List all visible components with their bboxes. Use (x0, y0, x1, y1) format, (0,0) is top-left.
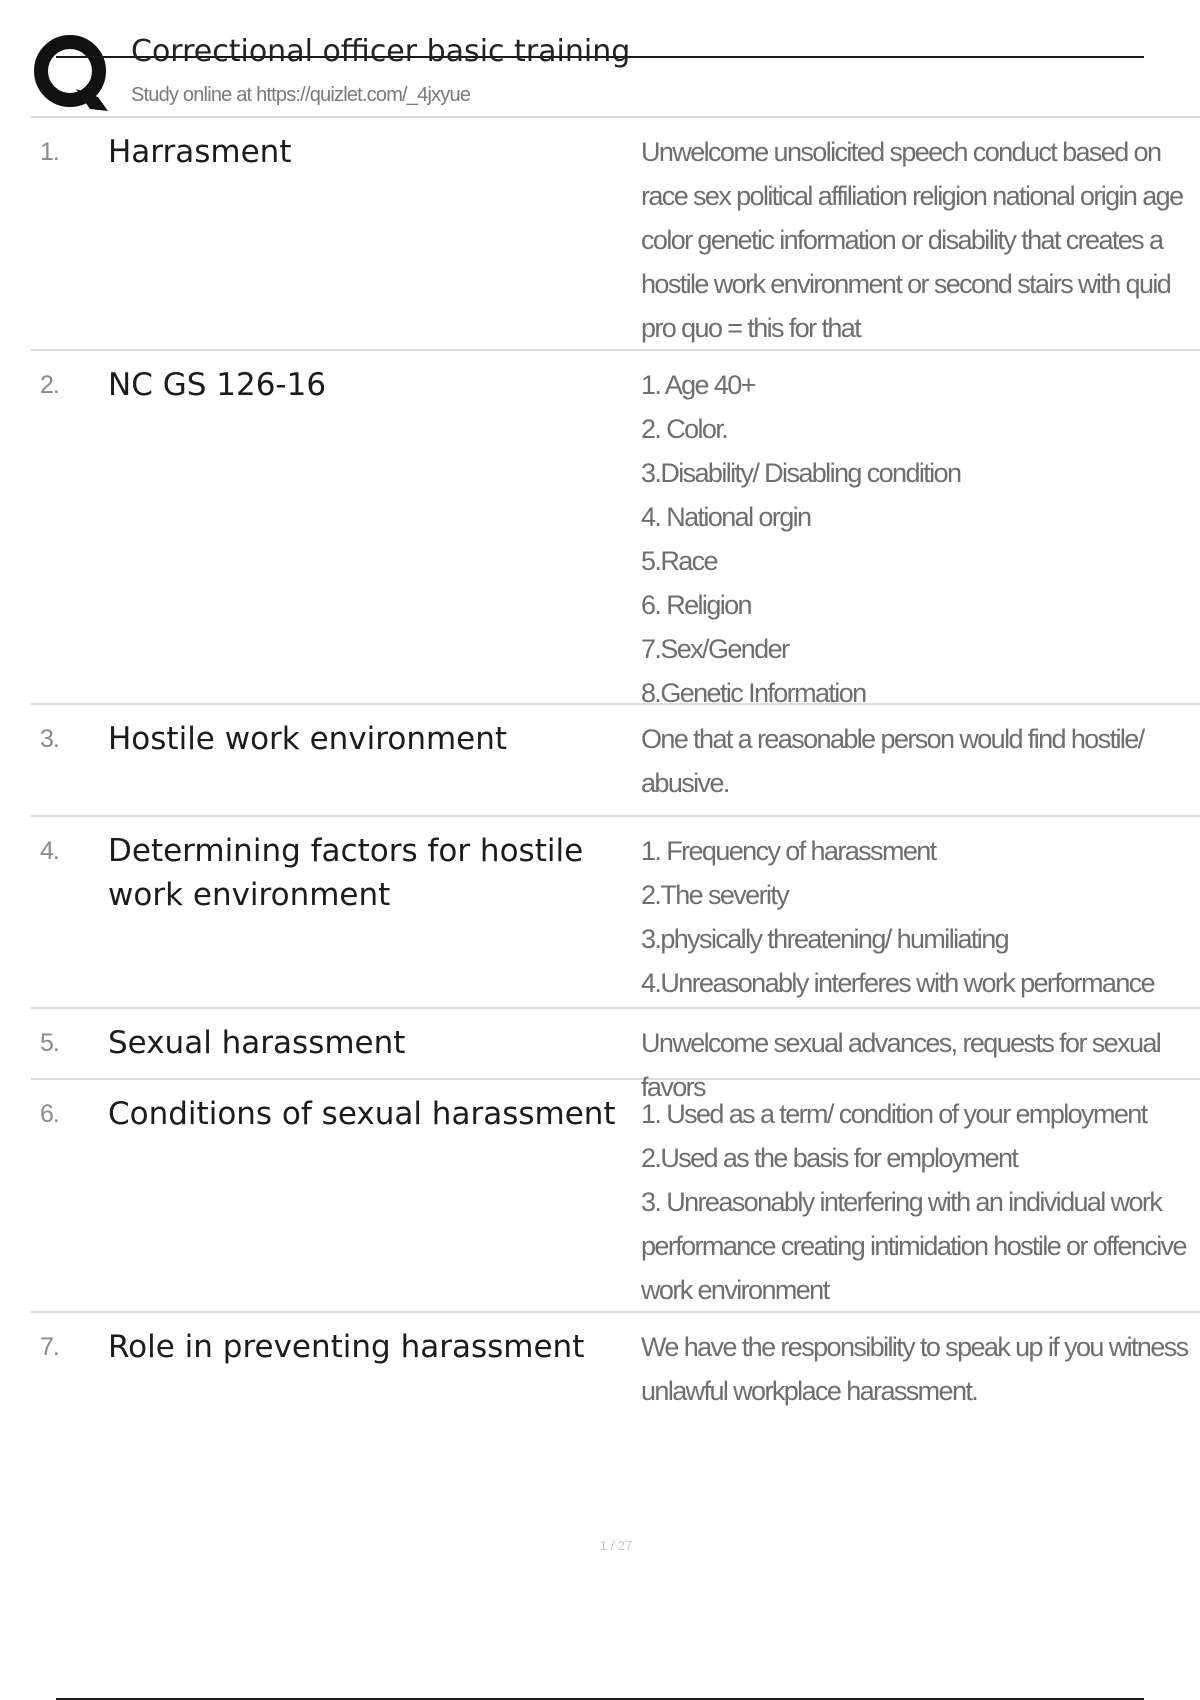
page-number: 1 / 27 (599, 1538, 633, 1553)
flashcard-row (31, 1080, 1200, 1313)
flashcard-row (31, 705, 1200, 817)
flashcard-row (31, 1009, 1200, 1102)
card-number: 4. (40, 837, 59, 865)
card-definition: 1. Used as a term/ condition of your employment 2.Used as the basis for employment 3. Unreasonably interfering with an individual work performance creating intimidation hostile or offencive work environment (641, 1099, 1186, 1305)
document-title: Correctional officer basic training (131, 34, 631, 69)
card-definition: One that a reasonable person would find hostile/ abusive. (641, 724, 1144, 798)
card-definition: 1. Frequency of harassment 2.The severity 3.physically threatening/ humiliating 4.Unreasonably interferes with work performance (641, 836, 1155, 998)
flashcard-row (31, 351, 1200, 708)
card-term: Sexual harassment (108, 1025, 406, 1061)
document-subtitle: Study online at https://quizlet.com/_4jxyue (131, 84, 471, 106)
card-definition: Unwelcome unsolicited speech conduct based on race sex political affiliation religion national origin age color genetic information or disability that creates a hostile work environment or second stairs with quid pro quo = this for that (641, 137, 1183, 343)
card-definition: We have the responsibility to speak up if you witness unlawful workplace harassment. (641, 1332, 1188, 1406)
card-number: 5. (40, 1029, 59, 1057)
flashcard-row (31, 118, 1200, 351)
card-term: Conditions of sexual harassment (108, 1096, 616, 1132)
card-definition: Unwelcome sexual advances, requests for sexual favors (641, 1028, 1161, 1102)
quizlet-q-logo (32, 33, 112, 113)
flashcard-row (31, 1313, 1200, 1425)
card-definition: 1. Age 40+ 2. Color. 3.Disability/ Disabling condition 4. National orgin 5.Race 6. Religion 7.Sex/Gender 8.Genetic Information (641, 370, 961, 708)
flashcard-list (31, 118, 1200, 1425)
card-term: Role in preventing harassment (108, 1329, 585, 1365)
card-term: NC GS 126-16 (108, 367, 327, 403)
card-term: Hostile work environment (108, 721, 508, 757)
card-number: 7. (40, 1333, 59, 1361)
card-term: Harrasment (108, 134, 292, 170)
card-number: 6. (40, 1100, 59, 1128)
card-term: Determining factors for hostile work environment (108, 833, 584, 913)
flashcard-row (31, 817, 1200, 1009)
card-number: 2. (40, 371, 59, 399)
card-number: 1. (40, 138, 59, 166)
document-header (0, 0, 1200, 118)
card-number: 3. (40, 725, 59, 753)
